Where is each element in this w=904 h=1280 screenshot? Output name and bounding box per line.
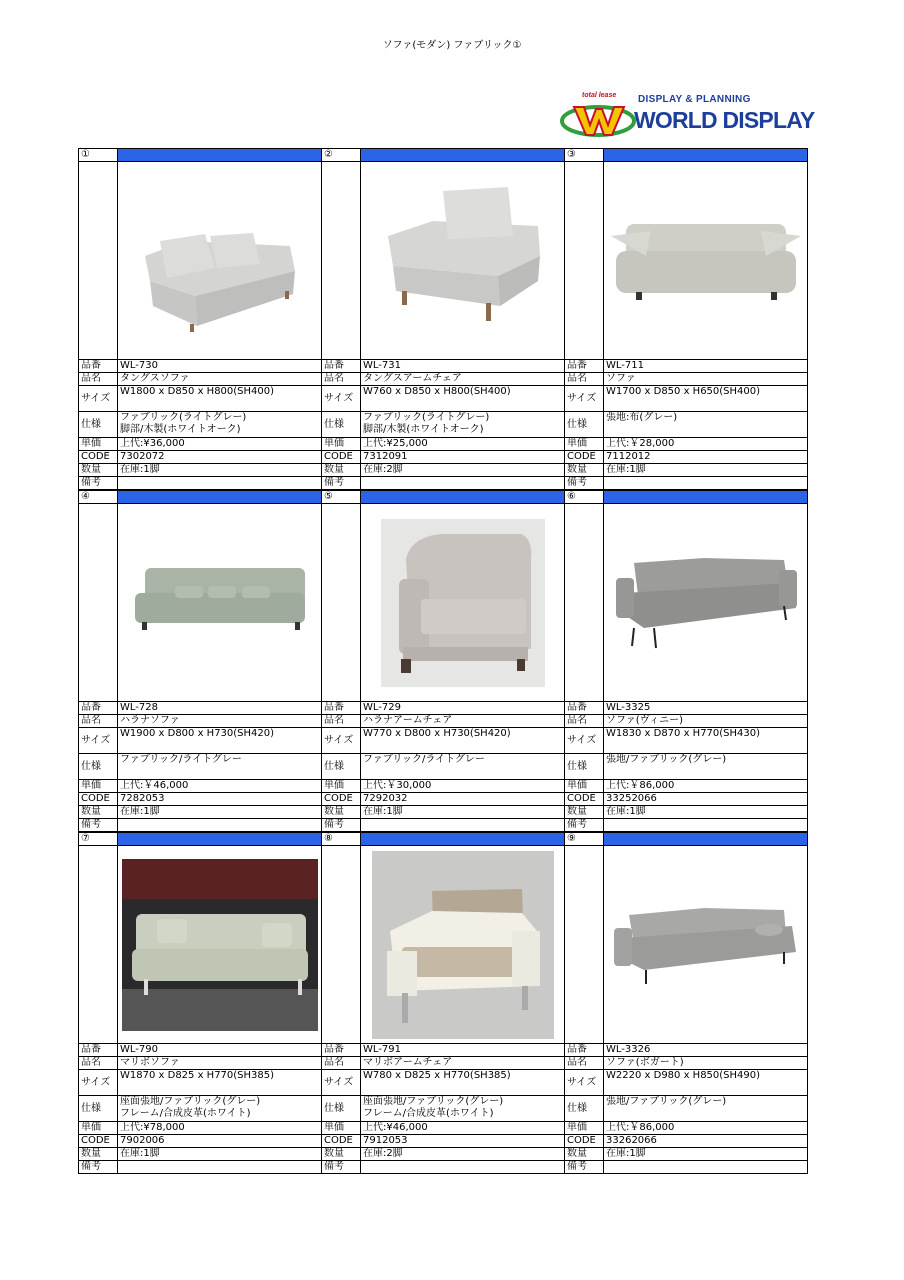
product-card-5: ⑤ 品番 WL-729 品名 ハラナアームチェア サイズ W770 x D800 x H730(SH420) 仕様 ファブリック/ライトグレー 単価 上代:￥30,000 CODE 7292032 数量 在庫:1脚 備考 — [322, 490, 565, 832]
item-number: WL-3326 — [606, 1044, 651, 1055]
item-spec: 張地/ファブリック(グレー) — [606, 1096, 727, 1107]
item-name: タングスアームチェア — [363, 373, 462, 384]
armchair-photo-icon — [372, 851, 554, 1039]
item-note — [118, 477, 321, 489]
item-code: 7902006 — [120, 1135, 165, 1146]
item-note — [604, 1161, 807, 1173]
item-size: W1700 x D850 x H650(SH400) — [606, 386, 761, 397]
item-qty: 在庫:1脚 — [120, 1148, 160, 1159]
item-number: WL-729 — [363, 702, 401, 713]
item-code: 7282053 — [120, 793, 165, 804]
logo-w-mark-icon — [560, 101, 638, 137]
item-number: WL-3325 — [606, 702, 651, 713]
item-spec: 張地/ファブリック(グレー) — [606, 754, 727, 765]
item-qty: 在庫:1脚 — [606, 464, 646, 475]
sofa-photo-icon — [130, 558, 310, 648]
item-index: ⑥ — [565, 491, 604, 503]
product-row-2 — [78, 490, 808, 832]
item-spec: 座面張地/ファブリック(グレー) フレーム/合成皮革(ホワイト) — [363, 1096, 504, 1119]
product-card-1: ① 品番 WL-730 品名 タングスソファ サイズ W1800 x D850 x H800(SH400) 仕様 ファブリック(ライトグレー) 脚部/木製(ホワイトオーク) 単価 上代:¥36,000 CODE 7302072 数量 在庫:1脚 備考 — [78, 148, 322, 490]
document-title: ソファ(モダン) ファブリック① — [382, 40, 522, 51]
item-size: W1870 x D825 x H770(SH385) — [120, 1070, 275, 1081]
product-card-8: ⑧ 品番 WL-791 品名 マリボアームチェア サイズ W780 x D825 x H770(SH385) 仕様 座面張地/ファブリック(グレー) フレーム/合成皮革(ホワイト) 単価 上代:¥46,000 CODE 7912053 数量 在庫:2脚 備考 — [322, 832, 565, 1174]
header-bar — [604, 149, 807, 161]
logo-name: WORLD DISPLAY — [634, 107, 815, 133]
header-bar — [361, 149, 564, 161]
item-note — [361, 1161, 564, 1173]
item-name: ソファ — [606, 373, 636, 384]
item-price: 上代:￥46,000 — [120, 780, 189, 791]
product-card-4: ④ 品番 WL-728 品名 ハラナソファ サイズ W1900 x D800 x H730(SH420) 仕様 ファブリック/ライトグレー 単価 上代:￥46,000 CODE 7282053 数量 在庫:1脚 備考 — [78, 490, 322, 832]
product-card-7: ⑦ 品番 WL-790 品名 マリボソファ サイズ W1870 x D825 x H770(SH385) 仕様 座面張地/ファブリック(グレー) フレーム/合成皮革(ホワイト) 単価 上代:¥78,000 CODE 7902006 数量 在庫:1脚 備考 — [78, 832, 322, 1174]
sofa-photo-icon — [614, 548, 798, 658]
armchair-photo-icon — [381, 519, 545, 687]
armchair-photo-icon — [378, 181, 548, 341]
item-index: ⑤ — [322, 491, 361, 503]
item-spec: ファブリック(ライトグレー) 脚部/木製(ホワイトオーク) — [120, 412, 247, 435]
item-name: ハラナソファ — [120, 715, 180, 726]
header-bar — [604, 491, 807, 503]
item-spec: 張地:布(グレー) — [606, 412, 678, 423]
sofa-photo-icon — [611, 206, 801, 316]
header-bar — [118, 833, 321, 845]
item-size: W1900 x D800 x H730(SH420) — [120, 728, 275, 739]
item-price: 上代:¥25,000 — [363, 438, 428, 449]
header-bar — [604, 833, 807, 845]
item-size: W780 x D825 x H770(SH385) — [363, 1070, 511, 1081]
item-code: 33262066 — [606, 1135, 657, 1146]
item-code: 7912053 — [363, 1135, 408, 1146]
item-size: W1800 x D850 x H800(SH400) — [120, 386, 275, 397]
item-index: ⑨ — [565, 833, 604, 845]
item-price: 上代:¥36,000 — [120, 438, 185, 449]
item-code: 7292032 — [363, 793, 408, 804]
item-qty: 在庫:2脚 — [363, 1148, 403, 1159]
item-name: マリボソファ — [120, 1057, 180, 1068]
item-name: ソファ(ヴィニー) — [606, 715, 684, 726]
item-size: W2220 x D980 x H850(SH490) — [606, 1070, 761, 1081]
item-index: ③ — [565, 149, 604, 161]
sofa-photo-icon — [122, 859, 318, 1031]
item-qty: 在庫:1脚 — [120, 806, 160, 817]
item-note — [604, 477, 807, 489]
item-note — [361, 477, 564, 489]
product-row-3 — [78, 832, 808, 1174]
item-spec: 座面張地/ファブリック(グレー) フレーム/合成皮革(ホワイト) — [120, 1096, 261, 1119]
item-name: ソファ(ボガート) — [606, 1057, 684, 1068]
item-index: ② — [322, 149, 361, 161]
item-note — [604, 819, 807, 831]
product-card-9: ⑨ 品番 WL-3326 品名 ソファ(ボガート) サイズ W2220 x D980 x H850(SH490) 仕様 張地/ファブリック(グレー) 単価 上代:￥86,000 CODE 33262066 数量 在庫:1脚 備考 — [565, 832, 808, 1174]
item-code: 33252066 — [606, 793, 657, 804]
item-qty: 在庫:2脚 — [363, 464, 403, 475]
sofa-photo-icon — [614, 900, 798, 990]
item-spec: ファブリック/ライトグレー — [120, 754, 242, 765]
item-number: WL-711 — [606, 360, 644, 371]
item-index: ④ — [79, 491, 118, 503]
item-price: 上代:￥30,000 — [363, 780, 432, 791]
item-spec: ファブリック/ライトグレー — [363, 754, 485, 765]
item-index: ⑧ — [322, 833, 361, 845]
header-bar — [361, 491, 564, 503]
item-price: 上代:¥46,000 — [363, 1122, 428, 1133]
item-price: 上代:￥86,000 — [606, 1122, 675, 1133]
item-size: W1830 x D870 x H770(SH430) — [606, 728, 761, 739]
item-qty: 在庫:1脚 — [363, 806, 403, 817]
item-number: WL-728 — [120, 702, 158, 713]
header-bar — [118, 149, 321, 161]
sofa-photo-icon — [135, 186, 305, 336]
item-number: WL-730 — [120, 360, 158, 371]
item-index: ① — [79, 149, 118, 161]
item-note — [118, 1161, 321, 1173]
item-qty: 在庫:1脚 — [606, 806, 646, 817]
item-note — [361, 819, 564, 831]
item-index: ⑦ — [79, 833, 118, 845]
item-number: WL-791 — [363, 1044, 401, 1055]
item-price: 上代:￥86,000 — [606, 780, 675, 791]
header-bar — [361, 833, 564, 845]
product-card-2: ② 品番 WL-731 品名 タングスアームチェア サイズ W760 x D850 x H800(SH400) 仕様 ファブリック(ライトグレー) 脚部/木製(ホワイトオーク) 単価 上代:¥25,000 CODE 7312091 数量 在庫:2脚 備考 — [322, 148, 565, 490]
item-size: W760 x D850 x H800(SH400) — [363, 386, 511, 397]
header-bar — [118, 491, 321, 503]
item-name: ハラナアームチェア — [363, 715, 453, 726]
item-qty: 在庫:1脚 — [606, 1148, 646, 1159]
item-qty: 在庫:1脚 — [120, 464, 160, 475]
item-price: 上代:￥28,000 — [606, 438, 675, 449]
product-grid — [78, 148, 808, 1174]
product-card-6: ⑥ 品番 WL-3325 品名 ソファ(ヴィニー) サイズ W1830 x D870 x H770(SH430) 仕様 張地/ファブリック(グレー) 単価 上代:￥86,000 CODE 33252066 数量 在庫:1脚 備考 — [565, 490, 808, 832]
item-code: 7312091 — [363, 451, 408, 462]
item-code: 7112012 — [606, 451, 651, 462]
product-card-3: ③ 品番 WL-711 品名 ソファ サイズ W1700 x D850 x H650(SH400) 仕様 張地:布(グレー) 単価 上代:￥28,000 CODE 7112012 数量 在庫:1脚 備考 — [565, 148, 808, 490]
item-size: W770 x D800 x H730(SH420) — [363, 728, 511, 739]
item-number: WL-790 — [120, 1044, 158, 1055]
world-display-logo — [560, 92, 815, 140]
logo-brand: DISPLAY & PLANNING — [638, 94, 751, 105]
logo-tagline: total lease — [582, 92, 617, 99]
item-number: WL-731 — [363, 360, 401, 371]
item-name: タングスソファ — [120, 373, 190, 384]
item-spec: ファブリック(ライトグレー) 脚部/木製(ホワイトオーク) — [363, 412, 490, 435]
item-code: 7302072 — [120, 451, 165, 462]
product-row-1 — [78, 148, 808, 490]
item-name: マリボアームチェア — [363, 1057, 453, 1068]
item-note — [118, 819, 321, 831]
item-price: 上代:¥78,000 — [120, 1122, 185, 1133]
